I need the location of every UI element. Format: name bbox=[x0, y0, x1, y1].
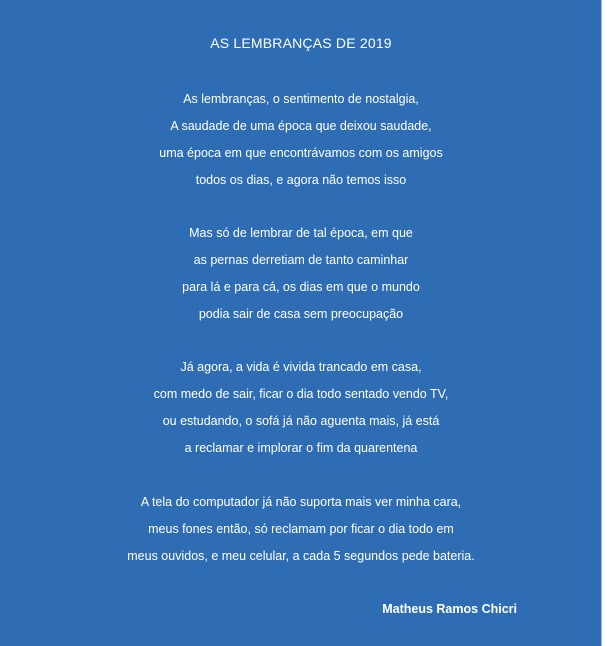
poem-author: Matheus Ramos Chicri bbox=[382, 602, 517, 616]
stanza-4 bbox=[0, 489, 602, 570]
poem-line: todos os dias, e agora não temos isso bbox=[195, 173, 407, 187]
stanza-2 bbox=[0, 220, 602, 328]
poem-line: as pernas derretiam de tanto caminhar bbox=[193, 253, 409, 267]
poem-line: uma época em que encontrávamos com os amigos bbox=[159, 146, 443, 160]
poem-title: AS LEMBRANÇAS DE 2019 bbox=[210, 35, 392, 51]
poem-line: As lembranças, o sentimento de nostalgia, bbox=[183, 92, 419, 106]
poem-line: A tela do computador já não suporta mais ver minha cara, bbox=[140, 495, 462, 509]
page-edge bbox=[602, 0, 607, 646]
poem-line: com medo de sair, ficar o dia todo sentado vendo TV, bbox=[153, 387, 449, 401]
poem-line: a reclamar e implorar o fim da quarentena bbox=[184, 441, 418, 455]
stanza-1 bbox=[0, 86, 602, 194]
poem-line: para lá e para cá, os dias em que o mundo bbox=[182, 280, 420, 294]
poem-line: Já agora, a vida é vivida trancado em casa, bbox=[180, 360, 422, 374]
poem-line: meus fones então, só reclamam por ficar o dia todo em bbox=[148, 522, 454, 536]
stanza-3 bbox=[0, 354, 602, 462]
poem-line: A saudade de uma época que deixou saudade, bbox=[170, 119, 432, 133]
poem-line: podia sair de casa sem preocupação bbox=[198, 307, 404, 321]
poem-line: meus ouvidos, e meu celular, a cada 5 segundos pede bateria. bbox=[127, 549, 475, 563]
poem-line: ou estudando, o sofá já não aguenta mais, já está bbox=[162, 414, 440, 428]
poem-line: Mas só de lembrar de tal época, em que bbox=[189, 226, 413, 240]
